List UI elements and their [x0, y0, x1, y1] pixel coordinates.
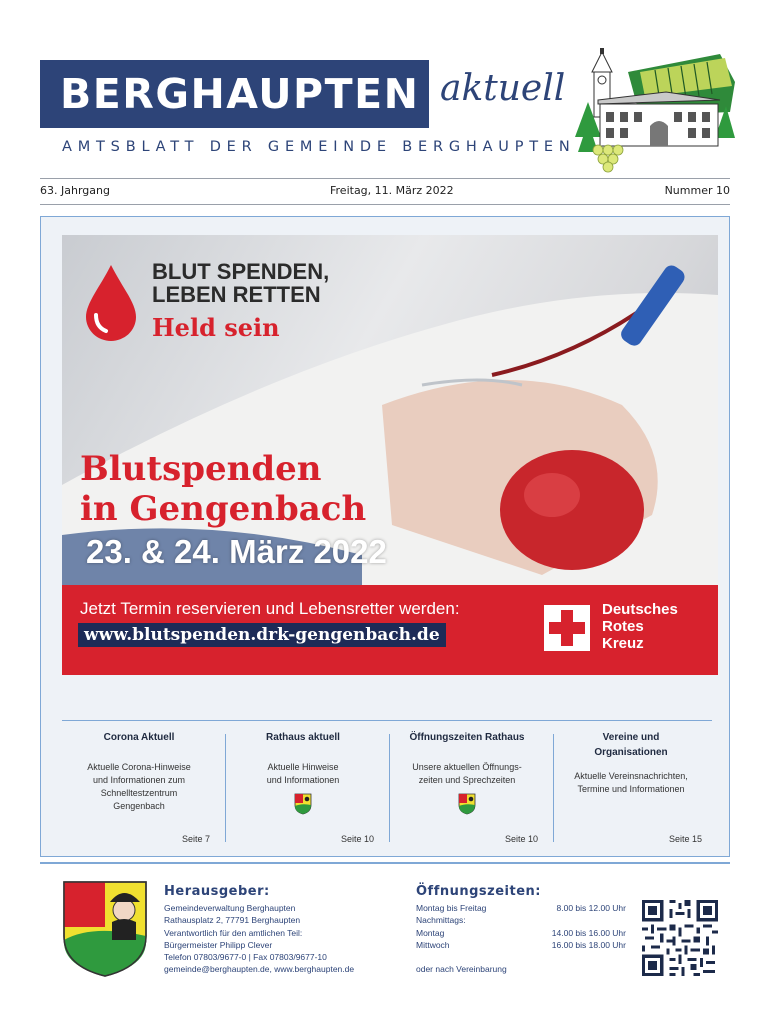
teaser-page: Seite 7 — [181, 834, 210, 844]
opening-heading: Öffnungszeiten: — [416, 884, 541, 899]
teaser-page: Seite 10 — [504, 834, 538, 844]
banner-held: Held sein — [152, 313, 280, 342]
teaser-body: Aktuelle Corona-Hinweise und Informationen zum Schnelltestzentrum Gengenbach — [87, 762, 191, 811]
opening-day: Montag bis Freitag — [416, 903, 487, 913]
issue-date: Freitag, 11. März 2022 — [330, 184, 454, 197]
masthead-aktuell: aktuell — [440, 68, 566, 109]
teaser-body: Unsere aktuellen Öffnungs- zeiten und Sprechzeiten — [412, 762, 522, 785]
teaser-rule — [62, 720, 712, 721]
teaser-title: Öffnungszeiten Rathaus — [409, 732, 525, 743]
teaser-page: Seite 15 — [668, 834, 702, 844]
teaser-body: Aktuelle Vereinsnachrichten, Termine und Informationen — [574, 771, 688, 794]
teaser-page: Seite 10 — [340, 834, 374, 844]
publisher-line: Bürgermeister Philipp Clever — [164, 939, 273, 950]
banner-cta: Jetzt Termin reservieren und Lebensretter werden: — [80, 599, 460, 618]
town-hall-illustration-icon — [570, 42, 735, 177]
publisher-line: Rathausplatz 2, 77791 Berghaupten — [164, 915, 301, 926]
publisher-details — [164, 902, 354, 976]
teaser-divider — [389, 734, 390, 842]
banner-headline: BLUT SPENDEN, LEBEN RETTEN — [152, 259, 330, 307]
publisher-line: Telefon 07803/9677-0 | Fax 07803/9677-10 — [164, 952, 327, 963]
opening-note: oder nach Vereinbarung — [416, 964, 507, 975]
masthead-title: BERGHAUPTEN — [40, 60, 429, 128]
banner-dates: 23. & 24. März 2022 — [86, 533, 387, 570]
teaser-title: Rathaus aktuell — [266, 732, 340, 743]
opening-day: Mittwoch — [416, 939, 450, 950]
footer-rule — [40, 862, 730, 864]
teaser-title: Vereine und Organisationen — [594, 732, 668, 758]
banner-url-link[interactable]: www.blutspenden.drk-gengenbach.de — [78, 623, 446, 647]
masthead-rule — [40, 178, 730, 179]
coat-of-arms-icon — [294, 793, 312, 815]
teaser-card[interactable] — [64, 730, 214, 848]
opening-day: Montag — [416, 927, 445, 938]
opening-time: 8.00 bis 12.00 Uhr — [556, 903, 626, 913]
opening-day: Nachmittags: — [416, 915, 466, 926]
teaser-title: Corona Aktuell — [103, 732, 175, 743]
issue-rule — [40, 204, 730, 205]
opening-hours — [416, 902, 626, 975]
teaser-body: Aktuelle Hinweise und Informationen — [266, 762, 340, 785]
coat-of-arms-icon — [458, 793, 476, 815]
banner-title: Blutspenden in Gengenbach — [80, 449, 367, 529]
opening-time: 16.00 bis 18.00 Uhr — [551, 939, 626, 950]
teaser-divider — [553, 734, 554, 842]
blood-drop-icon — [82, 263, 140, 341]
teaser-divider — [225, 734, 226, 842]
teaser-card[interactable] — [392, 730, 542, 848]
issue-line — [40, 184, 730, 200]
red-cross-icon — [544, 605, 590, 651]
coat-of-arms-icon — [62, 880, 148, 978]
issue-number: Nummer 10 — [664, 184, 730, 197]
issue-year: 63. Jahrgang — [40, 184, 110, 197]
publisher-line: Verantwortlich für den amtlichen Teil: — [164, 927, 303, 938]
qr-code-icon[interactable] — [642, 900, 718, 976]
publisher-contact-link[interactable]: gemeinde@berghaupten.de, www.berghaupten.de — [164, 964, 355, 975]
drk-name: Deutsches Rotes Kreuz — [602, 601, 678, 652]
opening-time: 14.00 bis 16.00 Uhr — [551, 927, 626, 938]
blood-donation-banner[interactable] — [62, 235, 718, 675]
teaser-card[interactable] — [228, 730, 378, 848]
masthead-subtitle: AMTSBLATT DER GEMEINDE BERGHAUPTEN — [62, 139, 576, 155]
publisher-heading: Herausgeber: — [164, 884, 270, 899]
banner-cta-band — [62, 585, 718, 675]
teaser-card[interactable] — [556, 730, 706, 848]
publisher-line: Gemeindeverwaltung Berghaupten — [164, 903, 296, 913]
